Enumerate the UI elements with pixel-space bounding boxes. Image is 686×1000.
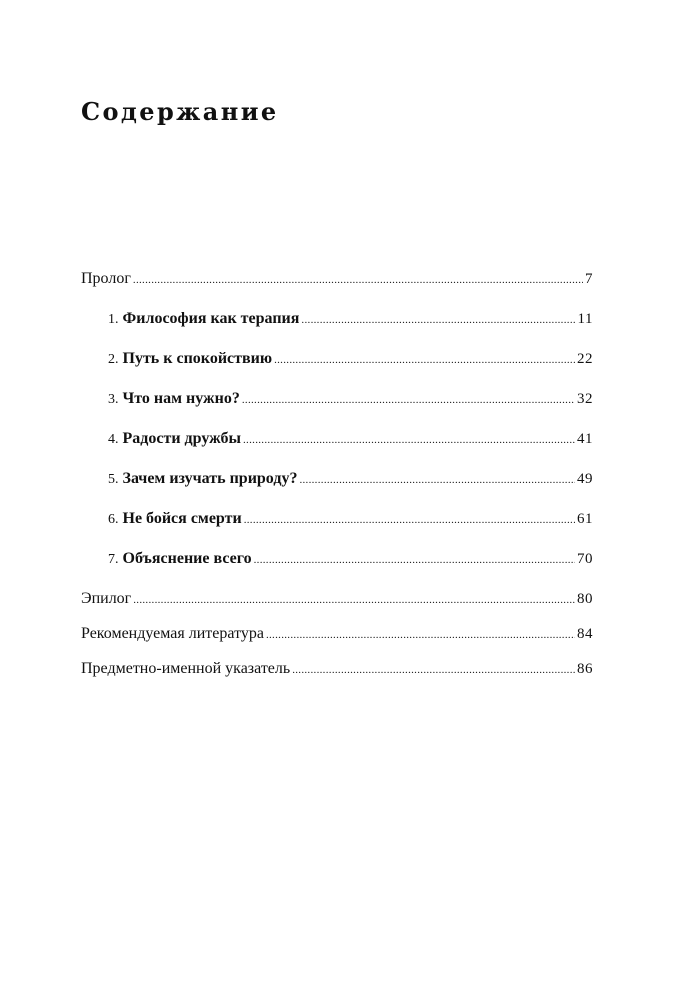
toc-page-number: 41	[577, 431, 593, 447]
chapter-title: Зачем изучать природу?	[122, 470, 298, 487]
toc-chapter-label	[108, 342, 272, 377]
dot-leader	[292, 653, 575, 687]
chapter-number: 4.	[108, 432, 119, 447]
chapter-title: Объяснение всего	[122, 550, 252, 567]
toc-chapter-label	[108, 462, 297, 497]
chapter-title: Путь к спокойствию	[122, 350, 273, 367]
dot-leader	[254, 543, 575, 577]
dot-leader	[299, 463, 575, 497]
toc-entry-epilogue[interactable]	[81, 582, 593, 617]
dot-leader	[301, 303, 575, 337]
table-of-contents	[81, 262, 593, 687]
toc-entry-chapter-3[interactable]	[81, 382, 593, 422]
toc-page-number: 11	[577, 311, 593, 327]
dot-leader	[133, 583, 575, 617]
chapter-number: 6.	[108, 512, 119, 527]
chapter-number: 2.	[108, 352, 119, 367]
chapter-number: 5.	[108, 472, 119, 487]
toc-chapter-label	[108, 382, 240, 417]
toc-entry-title: Эпилог	[81, 590, 132, 607]
chapter-number: 7.	[108, 552, 119, 567]
toc-page-number: 22	[577, 351, 593, 367]
toc-chapter-label	[108, 542, 252, 577]
toc-page-number: 49	[577, 471, 593, 487]
toc-entry-chapter-1[interactable]	[81, 302, 593, 342]
toc-chapter-label	[108, 502, 242, 537]
dot-leader	[243, 423, 575, 457]
toc-page-number: 32	[577, 391, 593, 407]
toc-page-number: 7	[585, 271, 593, 287]
toc-entry-title: Пролог	[81, 270, 131, 287]
chapter-title: Не бойся смерти	[122, 510, 242, 527]
chapter-number: 3.	[108, 392, 119, 407]
toc-entry-prologue[interactable]	[81, 262, 593, 302]
dot-leader	[133, 263, 583, 297]
toc-chapter-label	[108, 302, 299, 337]
chapter-title: Философия как терапия	[122, 310, 300, 327]
chapter-title: Что нам нужно?	[122, 390, 240, 407]
toc-page-number: 61	[577, 511, 593, 527]
toc-page-number: 84	[577, 626, 593, 642]
toc-page-number: 80	[577, 591, 593, 607]
dot-leader	[274, 343, 575, 377]
toc-entry-chapter-7[interactable]	[81, 542, 593, 582]
toc-entry-chapter-5[interactable]	[81, 462, 593, 502]
toc-entry-recommended-reading[interactable]	[81, 617, 593, 652]
toc-entry-title: Предметно-именной указатель	[81, 660, 291, 677]
toc-chapter-label	[108, 422, 241, 457]
chapter-title: Радости дружбы	[122, 430, 241, 447]
toc-entry-index[interactable]	[81, 652, 593, 687]
toc-entry-chapter-6[interactable]	[81, 502, 593, 542]
dot-leader	[244, 503, 575, 537]
toc-entry-chapter-4[interactable]	[81, 422, 593, 462]
toc-page-number: 70	[577, 551, 593, 567]
chapter-number: 1.	[108, 312, 119, 327]
toc-entry-title: Рекомендуемая литература	[81, 625, 264, 642]
toc-page-number: 86	[577, 661, 593, 677]
dot-leader	[242, 383, 575, 417]
page-title: Содержание	[81, 97, 279, 126]
dot-leader	[266, 618, 575, 652]
toc-entry-chapter-2[interactable]	[81, 342, 593, 382]
